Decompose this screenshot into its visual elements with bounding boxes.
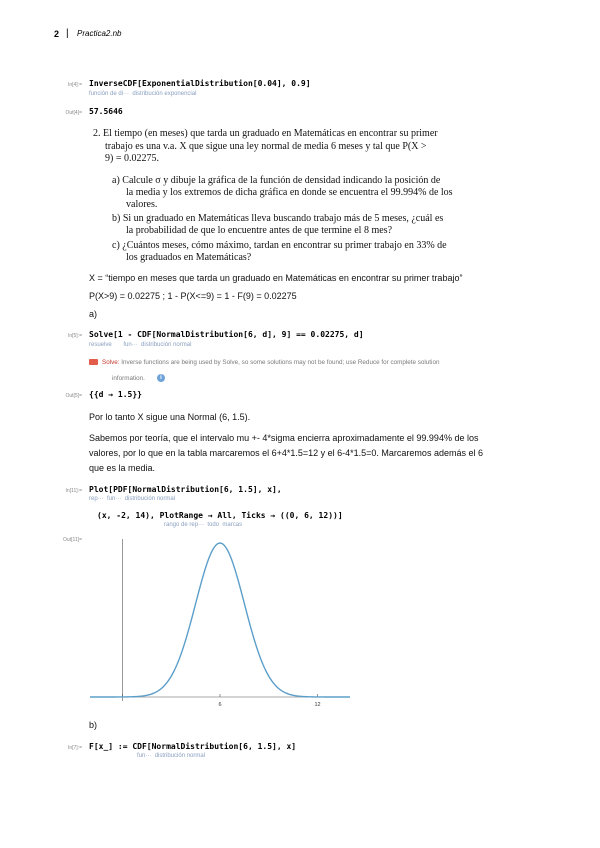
- problem-line-1: 2. El tiempo (en meses) que tarda un graduado en Matemáticas en encontrar su primer: [93, 128, 438, 139]
- solve-message: [102, 357, 542, 368]
- text-cell-probability: P(X>9) = 0.02275 ; 1 - P(X<=9) = 1 - F(9) = 0.02275: [89, 291, 297, 301]
- output-label-4: Out[4]=: [65, 110, 82, 116]
- problem-line-3: 9) = 0.02275.: [105, 153, 159, 164]
- hint-function: fun···: [107, 496, 122, 502]
- problem-line-2: trabajo es una v.a. X que sigue una ley normal de media 6 meses y tal que P(X >: [105, 141, 427, 152]
- pdf-curve: [90, 543, 350, 697]
- problem-a-3: valores.: [126, 199, 158, 210]
- hint-solve: resuelve: [89, 342, 112, 348]
- hint-function: fun···: [137, 753, 152, 759]
- input-cell-5[interactable]: Solve[1 - CDF[NormalDistribution[6, d], 9] == 0.02275, d]: [89, 330, 364, 339]
- notebook-filename: Practica2.nb: [77, 29, 122, 38]
- message-line-1: Inverse functions are being used by Solve, so some solutions may not be found; use Reduce for complete solution: [121, 359, 440, 366]
- message-menu-icon[interactable]: [89, 359, 98, 365]
- text-cell-theory-2: valores, por lo que en la tabla marcaremos el 6+4*1.5=12 y el 6-4*1.5=0. Marcaremos además el 6: [89, 448, 483, 458]
- text-cell-conclusion: Por lo tanto X sigue una Normal (6, 1.5).: [89, 412, 251, 422]
- hint-cell-11-line-1: [89, 496, 175, 502]
- x-tick-label-12: 12: [314, 702, 321, 708]
- hint-cell-11-line-2: [164, 522, 242, 528]
- hint-cell-4: [89, 91, 196, 97]
- header-separator: |: [66, 28, 69, 39]
- hint-normal: distribución normal: [124, 496, 176, 502]
- x-tick-label-6: 6: [218, 702, 222, 708]
- problem-c-1: c) ¿Cuántos meses, cómo máximo, tardan en encontrar su primer trabajo en 33% de: [112, 240, 447, 251]
- problem-a-2: la media y los extremos de dicha gráfica en donde se encuentra el 99.994% de los: [126, 187, 453, 198]
- input-label-11: In[11]:=: [65, 488, 82, 494]
- hint-cell-7: [137, 753, 205, 759]
- input-cell-11-line-1[interactable]: Plot[PDF[NormalDistribution[6, 1.5], x],: [89, 485, 282, 494]
- input-label-4: In[4]:=: [67, 82, 82, 88]
- problem-c-2: los graduados en Matemáticas?: [126, 252, 252, 263]
- text-cell-definition: X = “tiempo en meses que tarda un graduado en Matemáticas en encontrar su primer trabajo”: [89, 273, 463, 283]
- hint-function: función de di···: [89, 91, 130, 97]
- hint-plot: rep···: [89, 496, 104, 502]
- plot-area: [90, 539, 350, 708]
- problem-b-2: la probabilidad de que lo encuentre antes de que termine el 8 mes?: [126, 225, 393, 236]
- hint-function: fun···: [123, 342, 138, 348]
- page-number: 2: [54, 29, 60, 39]
- message-head: Solve:: [102, 359, 120, 366]
- output-label-11: Out[11]=: [63, 537, 82, 543]
- pdf-plot[interactable]: [80, 535, 380, 715]
- hint-ticks: marcas: [222, 522, 243, 528]
- input-label-7: In[7]:=: [67, 745, 82, 751]
- output-label-5: Out[5]=: [65, 393, 82, 399]
- input-label-5: In[5]:=: [67, 333, 82, 339]
- hint-normal: distribución normal: [154, 753, 206, 759]
- hint-normal: distribución normal: [141, 342, 192, 348]
- output-cell-4: 57.5646: [89, 107, 123, 116]
- input-cell-4[interactable]: InverseCDF[ExponentialDistribution[0.04], 0.9]: [89, 79, 311, 88]
- problem-a-1: a) Calcule σ y dibuje la gráfica de la función de densidad indicando la posición de: [112, 175, 441, 186]
- info-icon[interactable]: i: [157, 374, 165, 382]
- hint-distribution: distribución exponencial: [132, 91, 197, 97]
- message-line-2: information.: [112, 375, 145, 382]
- text-cell-theory-3: que es la media.: [89, 463, 156, 473]
- hint-plotrange: rango de rep···: [164, 522, 205, 528]
- text-cell-part-a: a): [89, 309, 98, 319]
- problem-b-1: b) Si un graduado en Matemáticas lleva buscando trabajo más de 5 meses, ¿cuál es: [112, 213, 444, 224]
- text-cell-part-b: b): [89, 720, 98, 730]
- input-cell-7[interactable]: F[x_] := CDF[NormalDistribution[6, 1.5], x]: [89, 742, 297, 751]
- input-cell-11-line-2[interactable]: (x, -2, 14), PlotRange → All, Ticks → ((0, 6, 12))]: [97, 511, 343, 520]
- hint-cell-5: [89, 342, 191, 348]
- output-cell-5: {{d → 1.5}}: [89, 390, 142, 399]
- text-cell-theory-1: Sabemos por teoría, que el intervalo mu +- 4*sigma encierra aproximadamente el 99.994% de los: [89, 433, 479, 443]
- hint-all: todo: [207, 522, 220, 528]
